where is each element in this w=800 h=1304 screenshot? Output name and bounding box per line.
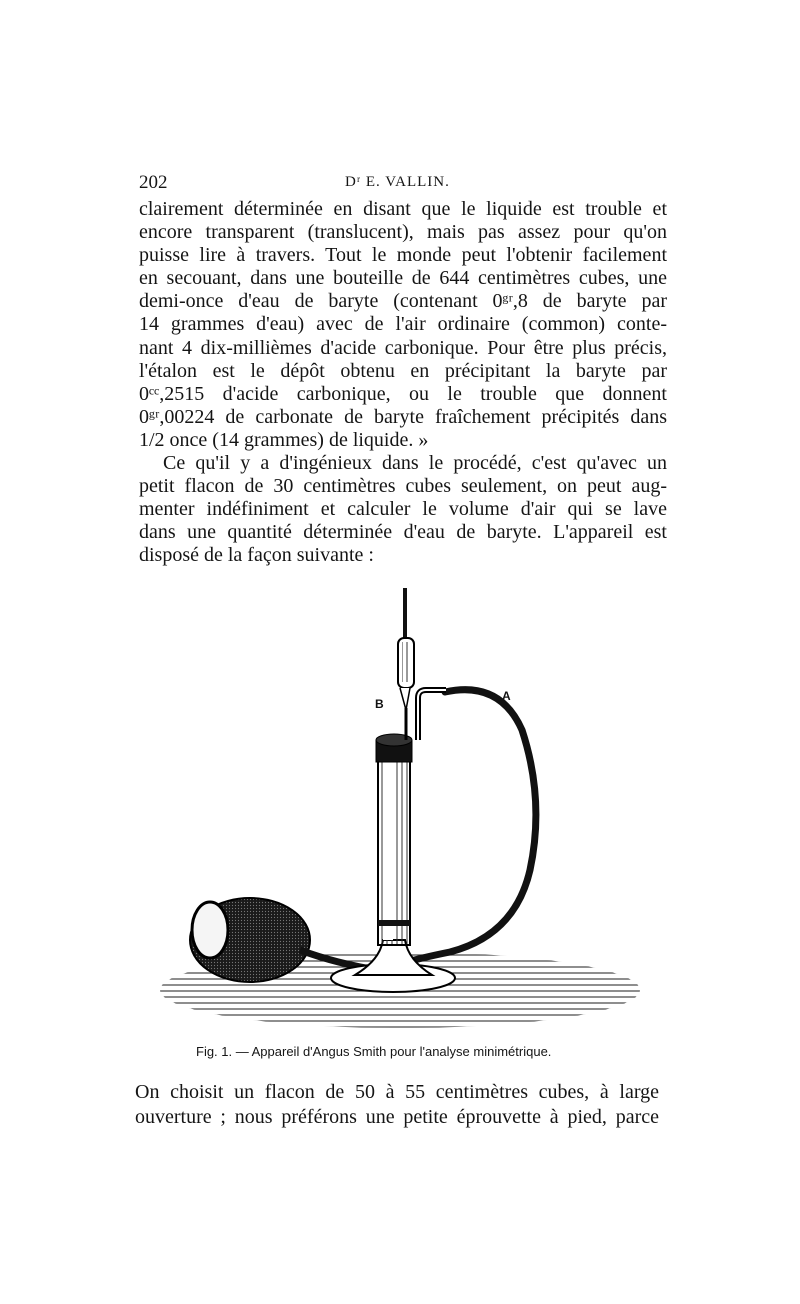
text-line: disposé de la façon suivante : <box>139 544 374 567</box>
text-line: 0ᵍʳ,00224 de carbonate de baryte fraîchement précipités dans <box>139 405 667 428</box>
page-header <box>139 172 669 194</box>
text-line: en secouant, dans une bouteille de 644 centimètres cubes, une <box>139 267 667 290</box>
apparatus-engraving <box>150 580 650 1040</box>
text-line: l'étalon est le dépôt obtenu en précipitant la baryte par <box>139 359 667 382</box>
text-line: puisse lire à travers. Tout le monde peut l'obtenir facilement <box>139 244 667 267</box>
figure-caption: Fig. 1. — Appareil d'Angus Smith pour l'analyse minimétrique. <box>196 1044 552 1059</box>
text-line: nant 4 dix-millièmes d'acide carbonique. Pour être plus précis, <box>139 336 667 359</box>
label-b: B <box>375 697 384 711</box>
text-line: demi-once d'eau de baryte (contenant 0ᵍʳ,8 de baryte par <box>139 290 667 313</box>
text-line: 1/2 once (14 grammes) de liquide. » <box>139 428 429 451</box>
text-line: dans une quantité déterminée d'eau de baryte. L'appareil est <box>139 521 667 544</box>
closing-paragraph <box>135 1080 659 1130</box>
text-line: Ce qu'il y a d'ingénieux dans le procédé, c'est qu'avec un <box>163 452 667 475</box>
text-line: encore transparent (translucent), mais pas assez pour qu'on <box>139 221 667 244</box>
text-line: On choisit un flacon de 50 à 55 centimètres cubes, à large <box>135 1081 659 1103</box>
text-line: 14 grammes d'eau) avec de l'air ordinaire (common) conte- <box>139 313 667 336</box>
text-line: clairement déterminée en disant que le liquide est trouble et <box>139 198 667 220</box>
text-line: 0ᶜᶜ,2515 d'acide carbonique, ou le trouble que donnent <box>139 382 667 405</box>
text-line: menter indéfiniment et calculer le volume d'air qui se lave <box>139 498 667 521</box>
text-line: petit flacon de 30 centimètres cubes seulement, on peut aug- <box>139 475 667 498</box>
body-text <box>139 198 667 568</box>
label-a: A <box>502 689 511 703</box>
figure-illustration <box>150 580 650 1040</box>
glass-cylinder <box>378 755 410 945</box>
page-number: 202 <box>139 172 168 193</box>
running-head: Dʳ E. VALLIN. <box>345 174 450 190</box>
text-line: ouverture ; nous préférons une petite éprouvette à pied, parce <box>135 1106 659 1128</box>
